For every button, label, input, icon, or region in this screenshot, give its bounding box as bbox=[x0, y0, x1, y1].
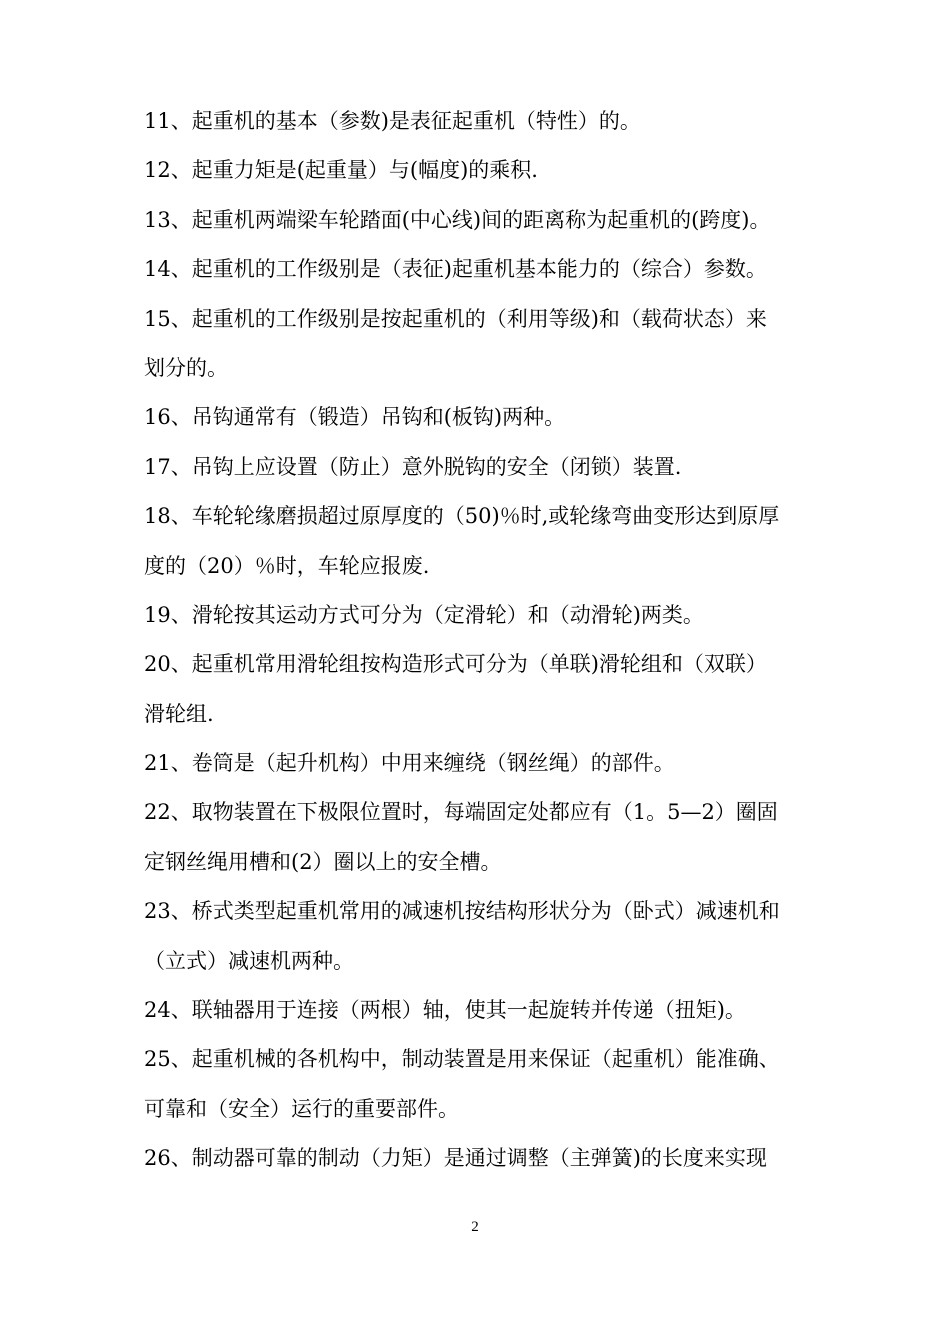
text-line: 24、联轴器用于连接（两根）轴，使其一起旋转并传递（扭矩)。 bbox=[144, 998, 746, 1023]
text-line: 度的（20）％时，车轮应报废. bbox=[144, 553, 430, 578]
text-line: （立式）减速机两种。 bbox=[144, 948, 354, 973]
text-line: 可靠和（安全）运行的重要部件。 bbox=[144, 1096, 459, 1121]
text-line: 19、滑轮按其运动方式可分为（定滑轮）和（动滑轮)两类。 bbox=[144, 602, 704, 627]
text-line: 滑轮组. bbox=[144, 701, 214, 726]
text-line: 12、起重力矩是(起重量）与(幅度)的乘积. bbox=[144, 158, 538, 183]
text-line: 20、起重机常用滑轮组按构造形式可分为（单联)滑轮组和（双联） bbox=[144, 652, 767, 677]
text-line: 23、桥式类型起重机常用的减速机按结构形状分为（卧式）减速机和 bbox=[144, 899, 780, 924]
text-line: 25、起重机械的各机构中，制动装置是用来保证（起重机）能准确、 bbox=[144, 1047, 780, 1072]
text-line: 26、制动器可靠的制动（力矩）是通过调整（主弹簧)的长度来实现 bbox=[144, 1146, 767, 1171]
text-line: 15、起重机的工作级别是按起重机的（利用等级)和（载荷状态）来 bbox=[144, 306, 767, 331]
text-line: 划分的。 bbox=[144, 355, 228, 380]
document-body bbox=[144, 101, 834, 1188]
text-line: 21、卷筒是（起升机构）中用来缠绕（钢丝绳）的部件。 bbox=[144, 751, 675, 776]
text-line: 13、起重机两端梁车轮踏面(中心线)间的距离称为起重机的(跨度)。 bbox=[144, 207, 771, 232]
text-line: 17、吊钩上应设置（防止）意外脱钩的安全（闭锁）装置. bbox=[144, 454, 682, 479]
text-line: 14、起重机的工作级别是（表征)起重机基本能力的（综合）参数。 bbox=[144, 257, 767, 282]
text-line: 11、起重机的基本（参数)是表征起重机（特性）的。 bbox=[144, 109, 641, 133]
text-line: 定钢丝绳用槽和(2）圈以上的安全槽。 bbox=[144, 849, 502, 874]
text-line: 22、取物装置在下极限位置时，每端固定处都应有（1。5—2）圈固 bbox=[144, 800, 778, 825]
text-line: 18、车轮轮缘磨损超过原厚度的（50)％时,或轮缘弯曲变形达到原厚 bbox=[144, 504, 780, 529]
page-number: 2 bbox=[471, 1219, 479, 1235]
text-line: 16、吊钩通常有（锻造）吊钩和(板钩)两种。 bbox=[144, 405, 566, 430]
